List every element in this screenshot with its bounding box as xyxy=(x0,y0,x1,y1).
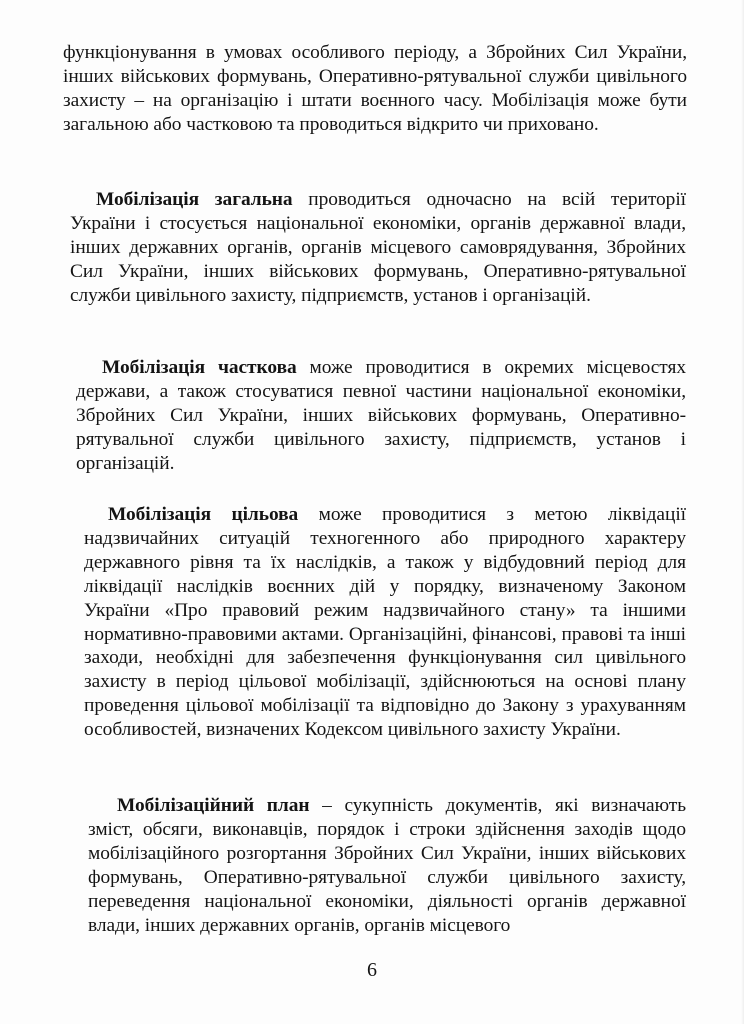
paragraph-text: функціонування в умовах особливого періоду, а Збройних Сил України, інших військових формувань, Оперативно-рятувальної служби цивільного захисту – на організацію і штати воєнного часу. Мобілізація може бути загальною або частковою та проводиться відкрито чи приховано. xyxy=(63,42,687,135)
paragraph-mobilization-intro xyxy=(63,41,687,137)
paragraph-text: – сукупність документів, які визначають зміст, обсяги, виконавців, порядок і строки здійснення заходів щодо мобілізаційного розгортання Збройних Сил України, інших військових формувань, Оперативно-рятувальної служби цивільного захисту, переведення національної економіки, діяльності органів державної влади, інших державних органів, органів місцевого xyxy=(88,795,686,936)
term-mobilization-plan: Мобілізаційний план xyxy=(117,795,310,816)
paragraph-text: проводиться одночасно на всій території України і стосується національної економіки, органів державної влади, інших державних органів, органів місцевого самоврядування, Збройних Сил України, інших військових формувань, Оперативно-рятувальної служби цивільного захисту, підприємств, установ і організацій. xyxy=(70,189,686,306)
page-number: 6 xyxy=(367,959,377,981)
paragraph-text: може проводитися з метою ліквідації надзвичайних ситуацій техногенного або природного характеру державного рівня та їх наслідків, а також у відбудовний період для ліквідації наслідків воєнних дій у порядку, визначеному Законом України «Про правовий режим надзвичайного стану» та іншими нормативно-правовими актами. Організаційні, фінансові, правові та інші заходи, необхідні для забезпечення функціонування сил цивільного захисту в період цільової мобілізації, здійснюються на основі плану проведення цільової мобілізації та відповідно до Закону з урахуванням особливостей, визначених Кодексом цивільного захисту України. xyxy=(84,504,686,741)
paragraph-general-mobilization xyxy=(70,188,686,308)
paragraph-mobilization-plan xyxy=(88,794,686,937)
paragraph-partial-mobilization xyxy=(76,356,686,476)
term-general-mobilization: Мобілізація загальна xyxy=(96,189,293,210)
paragraph-text: може проводитися в окремих місцевостях держави, а також стосуватися певної частини національної економіки, Збройних Сил України, інших військових формувань, Оперативно-рятувальної служби цивільного захисту, підприємств, установ і організацій. xyxy=(76,357,686,474)
paragraph-targeted-mobilization xyxy=(84,503,686,742)
term-targeted-mobilization: Мобілізація цільова xyxy=(108,504,299,525)
term-partial-mobilization: Мобілізація часткова xyxy=(102,357,297,378)
